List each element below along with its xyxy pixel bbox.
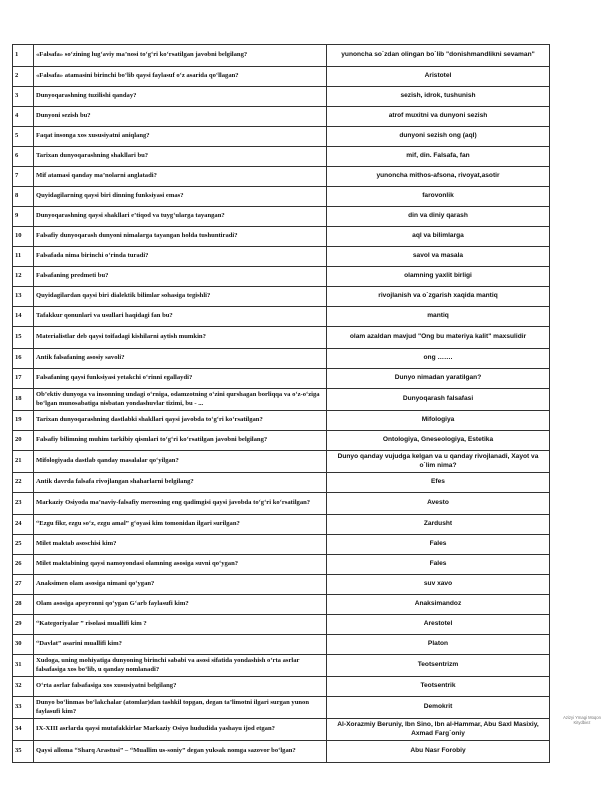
table-row: [13, 411, 550, 431]
question-cell: Tafakkur qonunlari va usullari haqidagi fan bu?: [34, 307, 327, 327]
table-row: [13, 677, 550, 697]
answer-cell: Demokrit: [327, 697, 550, 719]
question-cell: O‘rta asrlar falsafasiga xos xususiyatni belgilang?: [34, 677, 327, 697]
question-cell: Mif atamasi qanday ma’nolarni anglatadi?: [34, 167, 327, 187]
question-cell: Ob’ektiv dunyoga va insonning undagi o‘rniga, odamzotning o‘zini qurshagan borliqqa va o‘z-o‘ziga bo‘lgan munosabatiga nisbatan yondashuvlar tizimi, bu - ...: [34, 389, 327, 411]
answer-cell: sezish, idrok, tushunish: [327, 87, 550, 107]
table-row: [13, 697, 550, 719]
question-cell: Antik falsafaning asosiy savoli?: [34, 349, 327, 369]
question-cell: «Falsafa» so‘zining lug‘aviy ma’nosi to‘g‘ri ko‘rsatilgan javobni belgilang?: [34, 45, 327, 67]
table-row: [13, 147, 550, 167]
table-row: [13, 555, 550, 575]
row-number: 19: [13, 411, 34, 431]
table-row: [13, 207, 550, 227]
answer-cell: Dunyoqarash falsafasi: [327, 389, 550, 411]
answer-cell: Al-Xorazmiy Beruniy, Ibn Sino, Ibn al-Hammar, Abu Saxl Masixiy, Axmad Farg`oniy: [327, 719, 550, 741]
answer-cell: mif, din. Falsafa, fan: [327, 147, 550, 167]
row-number: 23: [13, 493, 34, 515]
row-number: 25: [13, 535, 34, 555]
question-cell: “Kategoriyalar ” risolasi muallifi kim ?: [34, 615, 327, 635]
question-cell: Tarixan dunyoqarashning shakllari bu?: [34, 147, 327, 167]
row-number: 14: [13, 307, 34, 327]
answer-cell: Ontologiya, Gneseologiya, Estetika: [327, 431, 550, 451]
question-cell: Falsafiy bilimning muhim tarkibiy qismlari to‘g‘ri ko‘rsatilgan javobni belgilang?: [34, 431, 327, 451]
question-cell: Materialistlar deb qaysi toifadagi kishilarni aytish mumkin?: [34, 327, 327, 349]
question-cell: “Ezgu fikr, ezgu so‘z, ezgu amal” g‘oyasi kim tomonidan ilgari surilgan?: [34, 515, 327, 535]
question-cell: Qaysi alloma “Sharq Arastusi” – “Muallim us-soniy” degan yuksak nomga sazovor bo‘lgan?: [34, 741, 327, 763]
answer-cell: olamning yaxlit birligi: [327, 267, 550, 287]
question-cell: Faqat insonga xos xususiyatni aniqlang?: [34, 127, 327, 147]
row-number: 33: [13, 697, 34, 719]
answer-cell: Avesto: [327, 493, 550, 515]
question-cell: Milet maktabining qaysi namoyondasi olamning asosiga suvni qo‘ygan?: [34, 555, 327, 575]
table-row: [13, 45, 550, 67]
question-cell: Dunyoqarashning qaysi shakllari e’tiqod va tuyg‘ularga tayangan?: [34, 207, 327, 227]
answer-cell: atrof muxitni va dunyoni sezish: [327, 107, 550, 127]
row-number: 21: [13, 451, 34, 473]
question-cell: IX-XIII asrlarda qaysi mutafakkirlar Markaziy Osiyo hududida yashayu ijod etgan?: [34, 719, 327, 741]
row-number: 32: [13, 677, 34, 697]
row-number: 12: [13, 267, 34, 287]
answer-cell: mantiq: [327, 307, 550, 327]
row-number: 1: [13, 45, 34, 67]
answer-cell: suv xavo: [327, 575, 550, 595]
table-row: [13, 167, 550, 187]
table-row: [13, 389, 550, 411]
table-row: [13, 107, 550, 127]
row-number: 8: [13, 187, 34, 207]
answer-cell: Anaksimandoz: [327, 595, 550, 615]
table-row: [13, 349, 550, 369]
table-row: [13, 431, 550, 451]
answer-cell: olam azaldan mavjud "Ong bu materiya kalit" maxsulidir: [327, 327, 550, 349]
question-cell: “Davlat” asarini muallifi kim?: [34, 635, 327, 655]
table-row: [13, 655, 550, 677]
question-cell: Tarixan dunyoqarashning dastlabki shakllari qaysi javobda to‘g‘ri ko‘rsatilgan?: [34, 411, 327, 431]
table-row: [13, 535, 550, 555]
question-cell: Xudoga, uning mohiyatiga dunyoning birinchi sababi va asosi sifatida yondashish o‘rta asrlar falsafasiga xos bo‘lib, u qanday nomlanadi?: [34, 655, 327, 677]
row-number: 7: [13, 167, 34, 187]
answer-cell: Teotsentrizm: [327, 655, 550, 677]
table-row: [13, 87, 550, 107]
question-cell: Falsafaning predmeti bu?: [34, 267, 327, 287]
table-row: [13, 67, 550, 87]
answer-cell: dunyoni sezish ong (aql): [327, 127, 550, 147]
row-number: 10: [13, 227, 34, 247]
question-cell: Dunyo bo‘linmas bo‘lakchalar (atomlar)dan tashkil topgan, degan ta’limotni ilgari surgan yunon faylasufi kim?: [34, 697, 327, 719]
answer-cell: Dunyo nimadan yaratilgan?: [327, 369, 550, 389]
table-row: [13, 595, 550, 615]
table-row: [13, 187, 550, 207]
qa-table: [12, 44, 550, 763]
row-number: 9: [13, 207, 34, 227]
question-cell: Antik davrda falsafa rivojlangan shaharlarni belgilang?: [34, 473, 327, 493]
answer-cell: Fales: [327, 555, 550, 575]
row-number: 15: [13, 327, 34, 349]
answer-cell: Aristotel: [327, 67, 550, 87]
table-row: [13, 741, 550, 763]
row-number: 22: [13, 473, 34, 493]
table-row: [13, 615, 550, 635]
row-number: 31: [13, 655, 34, 677]
row-number: 24: [13, 515, 34, 535]
row-number: 30: [13, 635, 34, 655]
row-number: 16: [13, 349, 34, 369]
table-row: [13, 575, 550, 595]
table-row: [13, 287, 550, 307]
answer-cell: aql va bilimlarga: [327, 227, 550, 247]
question-cell: Dunyoqarashning tuzilishi qanday?: [34, 87, 327, 107]
answer-cell: Platon: [327, 635, 550, 655]
question-cell: «Falsafa» atamasini birinchi bo‘lib qaysi faylasuf o‘z asarida qo‘llagan?: [34, 67, 327, 87]
row-number: 34: [13, 719, 34, 741]
row-number: 20: [13, 431, 34, 451]
row-number: 6: [13, 147, 34, 167]
row-number: 26: [13, 555, 34, 575]
table-row: [13, 635, 550, 655]
table-row: [13, 473, 550, 493]
table-row: [13, 451, 550, 473]
row-number: 11: [13, 247, 34, 267]
answer-cell: farovonlik: [327, 187, 550, 207]
question-cell: Falsafaning qaysi funksiyasi yetakchi o‘rinni egallaydi?: [34, 369, 327, 389]
answer-cell: Arestotel: [327, 615, 550, 635]
answer-cell: Fales: [327, 535, 550, 555]
answer-cell: yunoncha mithos-afsona, rivoyat,asotir: [327, 167, 550, 187]
row-number: 5: [13, 127, 34, 147]
question-cell: Olam asosiga apeyronni qo‘ygan G‘arb faylasufi kim?: [34, 595, 327, 615]
row-number: 2: [13, 67, 34, 87]
qa-table-body: [13, 45, 550, 763]
answer-cell: yunoncha so`zdan olingan bo`lib "donishmandlikni sevaman": [327, 45, 550, 67]
table-row: [13, 369, 550, 389]
row-number: 4: [13, 107, 34, 127]
table-row: [13, 127, 550, 147]
question-cell: Falsafada nima birinchi o‘rinda turadi?: [34, 247, 327, 267]
question-cell: Dunyoni sezish bu?: [34, 107, 327, 127]
question-cell: Milet maktab asoschisi kim?: [34, 535, 327, 555]
row-number: 17: [13, 369, 34, 389]
row-number: 29: [13, 615, 34, 635]
row-number: 27: [13, 575, 34, 595]
answer-cell: Dunyo qanday vujudga kelgan va u qanday rivojlanadi, Xayot va o`lim nima?: [327, 451, 550, 473]
question-cell: Markaziy Osiyoda ma’naviy-falsafiy merosning eng qadimgisi qaysi javobda to‘g‘ri ko‘rsatilgan?: [34, 493, 327, 515]
answer-cell: din va diniy qarash: [327, 207, 550, 227]
row-number: 13: [13, 287, 34, 307]
row-number: 28: [13, 595, 34, 615]
table-row: [13, 719, 550, 741]
row-number: 35: [13, 741, 34, 763]
answer-cell: Efes: [327, 473, 550, 493]
answer-cell: Abu Nasr Forobiy: [327, 741, 550, 763]
answer-cell: savol va masala: [327, 247, 550, 267]
table-row: [13, 227, 550, 247]
side-note: Azizyi Ymagi Moqon Kitydbiez: [563, 715, 601, 726]
question-cell: Quyidagilardan qaysi biri dialektik bilimlar sohasiga tegishli?: [34, 287, 327, 307]
answer-cell: Teotsentrik: [327, 677, 550, 697]
answer-cell: ong …….: [327, 349, 550, 369]
answer-cell: rivojlanish va o`zgarish xaqida mantiq: [327, 287, 550, 307]
table-row: [13, 493, 550, 515]
question-cell: Quyidagilarning qaysi biri dinning funksiyasi emas?: [34, 187, 327, 207]
table-row: [13, 267, 550, 287]
answer-cell: Mifologiya: [327, 411, 550, 431]
row-number: 3: [13, 87, 34, 107]
table-row: [13, 515, 550, 535]
row-number: 18: [13, 389, 34, 411]
table-row: [13, 307, 550, 327]
table-row: [13, 327, 550, 349]
table-row: [13, 247, 550, 267]
question-cell: Falsafiy dunyoqarash dunyoni nimalarga tayangan holda tushuntiradi?: [34, 227, 327, 247]
question-cell: Anaksimen olam asosiga nimani qo‘ygan?: [34, 575, 327, 595]
answer-cell: Zardusht: [327, 515, 550, 535]
question-cell: Mifologiyada dastlab qanday masalalar qo‘yilgan?: [34, 451, 327, 473]
